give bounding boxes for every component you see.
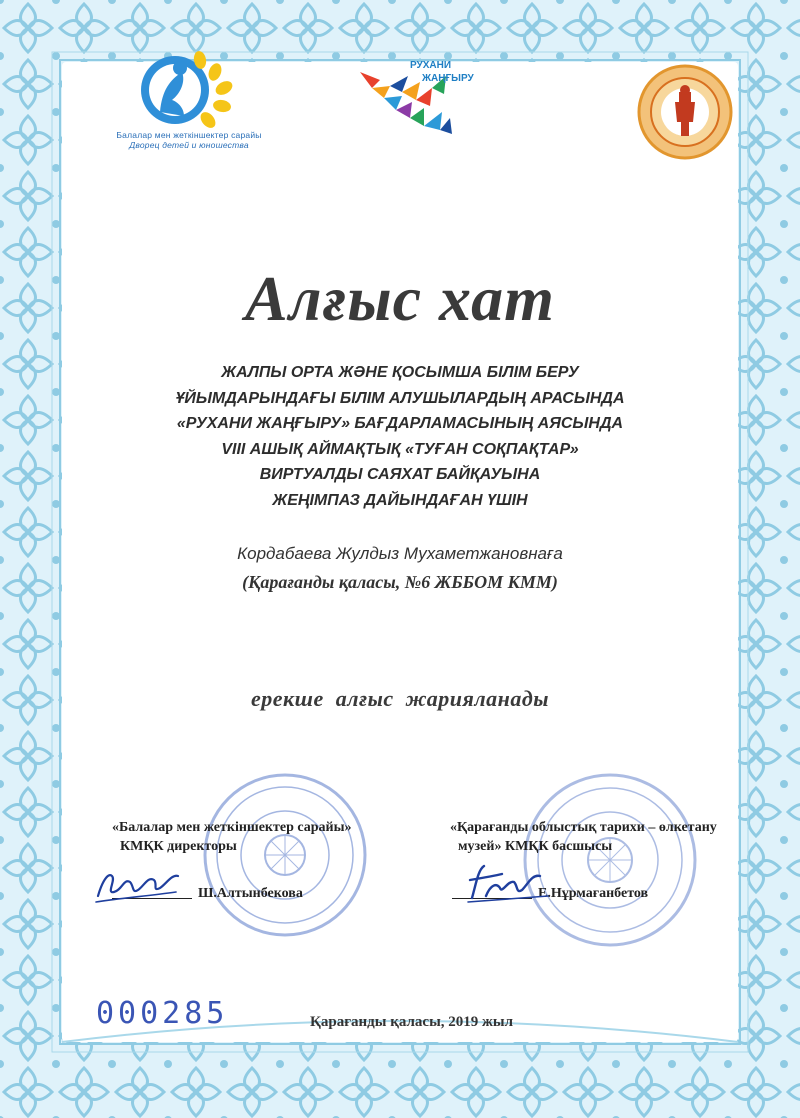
award-reason-line: ҰЙЫМДАРЫНДАҒЫ БІЛІМ АЛУШЫЛАРДЫҢ АРАСЫНДА bbox=[175, 389, 625, 407]
award-reason-text bbox=[130, 360, 670, 513]
document-title: Алғыс хат bbox=[245, 263, 555, 334]
palace-caption-russian: Дворец детей и юношества bbox=[129, 140, 249, 150]
rukhani-text-line2: ЖАҢҒЫРУ bbox=[422, 73, 474, 84]
recipient-name: Кордабаева Жулдыз Мухаметжановнаға bbox=[237, 544, 563, 563]
left-handwritten-signature bbox=[92, 862, 182, 907]
palace-caption-kazakh: Балалар мен жеткіншектер сарайы bbox=[116, 130, 262, 140]
serial-number: 000285 bbox=[96, 996, 229, 1031]
left-signatory-title bbox=[112, 818, 352, 856]
right-signatory-org: «Қарағанды облыстық тарихи – өлкетану bbox=[450, 820, 717, 835]
recipient-block bbox=[120, 540, 680, 596]
right-signatory-title bbox=[450, 818, 717, 856]
right-signatory-position: музей» КМҚК басшысы bbox=[458, 839, 613, 854]
left-signatory-org: «Балалар мен жеткіншектер сарайы» bbox=[112, 820, 352, 835]
award-reason-line: ЖЕҢІМПАЗ ДАЙЫНДАҒАН ҮШІН bbox=[272, 491, 528, 509]
award-reason-line: ВИРТУАЛДЫ САЯХАТ БАЙҚАУЫНА bbox=[259, 466, 541, 483]
left-signatory-name: Ш.Алтынбекова bbox=[198, 886, 303, 901]
recipient-organization: (Қарағанды қаласы, №6 ЖББОМ КММ) bbox=[242, 572, 558, 592]
award-reason-line: ЖАЛПЫ ОРТА ЖӘНЕ ҚОСЫМША БІЛІМ БЕРУ bbox=[221, 364, 579, 381]
right-signatory-name: Е.Нұрмағанбетов bbox=[538, 886, 649, 901]
award-reason-line: VIII АШЫҚ АЙМАҚТЫҚ «ТУҒАН СОҚПАҚТАР» bbox=[221, 440, 579, 458]
thanks-statement: ерекше алғыс жарияланады bbox=[250, 686, 550, 711]
award-reason-line: «РУХАНИ ЖАҢҒЫРУ» БАҒДАРЛАМАСЫНЫҢ АЯСЫНДА bbox=[176, 415, 624, 432]
right-handwritten-signature bbox=[462, 860, 552, 905]
museum-logo bbox=[635, 62, 735, 162]
left-signatory-position: КМҚК директоры bbox=[120, 839, 237, 854]
city-and-year: Қарағанды қаласы, 2019 жыл bbox=[310, 1014, 514, 1030]
rukhani-text-line1: РУХАНИ bbox=[410, 60, 452, 71]
